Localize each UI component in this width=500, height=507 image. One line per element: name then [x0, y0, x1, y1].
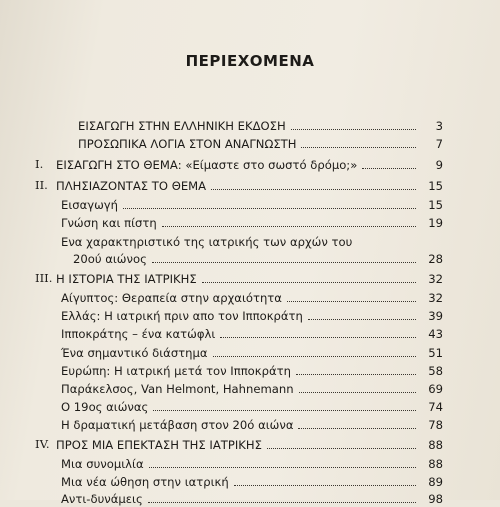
toc-entry-text: Ελλάς: Η ιατρική πριν απο τον Ιπποκράτη [61, 309, 303, 323]
dot-leader [153, 409, 416, 411]
dot-leader [148, 501, 416, 503]
dot-leader [234, 484, 416, 486]
dot-leader [298, 427, 416, 429]
dot-leader [287, 300, 416, 302]
toc-entry [61, 345, 443, 361]
toc-entry-text: Ευρώπη: Η ιατρική μετά τον Ιπποκράτη [61, 364, 291, 378]
toc-entry-text: Παράκελσος, Van Helmont, Hahnemann [61, 382, 294, 396]
toc-entry-page: 88 [428, 457, 443, 471]
toc-entry-text: ΠΛΗΣΙΑΖΟΝΤΑΣ ΤΟ ΘΕΜΑ [56, 179, 207, 193]
toc-entry [61, 399, 443, 415]
toc-entry [61, 417, 443, 433]
toc-entry [56, 157, 443, 173]
dot-leader [301, 146, 416, 148]
toc-entry-page: 7 [435, 137, 443, 151]
toc-entry-text: Ο 19ος αιώνας [61, 400, 149, 414]
dot-leader [291, 128, 416, 130]
toc-entry [56, 178, 443, 194]
dot-leader [296, 373, 416, 375]
toc-entry-text: Μια νέα ώθηση στην ιατρική [61, 475, 229, 489]
dot-leader [211, 188, 416, 190]
toc-entry [61, 215, 443, 231]
toc-entry-page: 51 [428, 346, 443, 360]
dot-leader [213, 355, 416, 357]
dot-leader [362, 167, 416, 169]
dot-leader [220, 336, 416, 338]
dot-leader [267, 447, 416, 449]
toc-entry-text: Ένα σημαντικό διάστημα [61, 346, 208, 360]
chapter-number: III. [35, 271, 53, 285]
toc-entry [61, 474, 443, 490]
toc-entry [56, 271, 443, 287]
toc-entry-page: 32 [428, 291, 443, 305]
toc-entry-text: Ενα χαρακτηριστικό της ιατρικής των αρχών του [61, 235, 353, 249]
toc-entry-page: 89 [428, 475, 443, 489]
toc-entry-text: ΕΙΣΑΓΩΓΗ ΣΤΗΝ ΕΛΛΗΝΙΚΗ ΕΚΔΟΣΗ [78, 119, 286, 133]
toc-entry [61, 491, 443, 507]
toc-entry-text: Γνώση και πίστη [61, 216, 157, 230]
chapter-number: I. [35, 157, 44, 171]
toc-entry-page: 98 [428, 492, 443, 506]
dot-leader [202, 281, 416, 283]
toc-entry-page: 88 [428, 438, 443, 452]
toc-entry-text: ΠΡΟΣ ΜΙΑ ΕΠΕΚΤΑΣΗ ΤΗΣ ΙΑΤΡΙΚΗΣ [56, 438, 262, 452]
toc-title: ΠΕΡΙΕΧΟΜΕΝΑ [185, 52, 315, 70]
toc-entry-text: Μια συνομιλία [61, 457, 144, 471]
toc-entry-page: 69 [428, 382, 443, 396]
toc-entry-page: 43 [428, 327, 443, 341]
toc-entry-page: 9 [435, 158, 443, 172]
toc-entry [61, 363, 443, 379]
toc-entry-page: 39 [428, 309, 443, 323]
dot-leader [308, 318, 416, 320]
chapter-number: II. [35, 178, 48, 192]
toc-entry-text: ΕΙΣΑΓΩΓΗ ΣΤΟ ΘΕΜΑ: «Είμαστε στο σωστό δρόμο;» [56, 158, 358, 172]
toc-entry-text: ΠΡΟΣΩΠΙΚΑ ΛΟΓΙΑ ΣΤΟΝ ΑΝΑΓΝΩΣΤΗ [78, 137, 297, 151]
toc-entry-text: Αντι-δυνάμεις [61, 492, 143, 506]
toc-entry-page: 74 [428, 400, 443, 414]
toc-entry [61, 326, 443, 342]
dot-leader [299, 391, 416, 393]
toc-entry-text: Η ΙΣΤΟΡΙΑ ΤΗΣ ΙΑΤΡΙΚΗΣ [56, 272, 197, 286]
toc-entry-page: 78 [428, 418, 443, 432]
dot-leader [162, 225, 416, 227]
toc-entry-text: Εισαγωγή [61, 198, 119, 212]
dot-leader [123, 207, 416, 209]
toc-entry [61, 456, 443, 472]
dot-leader [149, 466, 416, 468]
toc-entry [78, 118, 443, 134]
toc-entry [61, 234, 443, 250]
toc-entry-page: 15 [428, 198, 443, 212]
toc-entry-page: 3 [435, 119, 443, 133]
toc-entry [73, 251, 443, 267]
toc-entry-text: Αίγυπτος: Θεραπεία στην αρχαιότητα [61, 291, 282, 305]
chapter-number: IV. [35, 437, 50, 451]
toc-entry-page: 32 [428, 272, 443, 286]
toc-entry [56, 437, 443, 453]
toc-entry-text: Η δραματική μετάβαση στον 20ό αιώνα [61, 418, 294, 432]
toc-entry-page: 15 [428, 179, 443, 193]
toc-entry [61, 197, 443, 213]
dot-leader [152, 261, 416, 263]
toc-entry [61, 308, 443, 324]
toc-entry-text: Ιπποκράτης – ένα κατώφλι [61, 327, 216, 341]
toc-entry [78, 136, 443, 152]
toc-entry-page: 28 [428, 252, 443, 266]
toc-entry-page: 19 [428, 216, 443, 230]
toc-entry [61, 290, 443, 306]
toc-entry-text: 20ού αιώνος [73, 252, 147, 266]
toc-entry-page: 58 [428, 364, 443, 378]
toc-entry [61, 381, 443, 397]
